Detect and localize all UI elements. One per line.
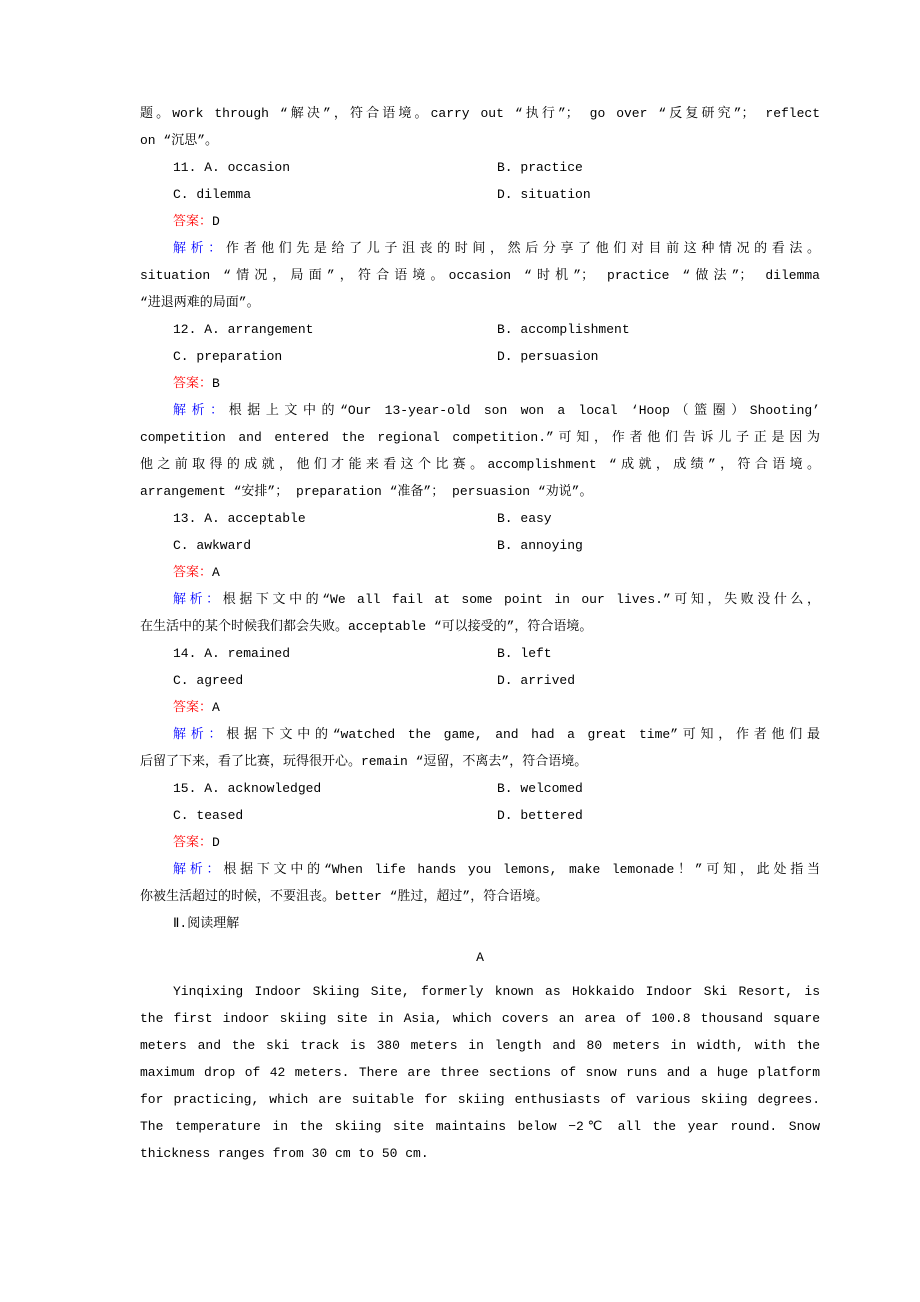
question-14-answer-line [140,694,820,721]
analysis-text: 作者他们先是给了儿子沮丧的时间，然后分享了他们对目前这种情况的看法。 [225,241,820,256]
continuation-line: on “沉思”。 [140,133,219,148]
question-15-option-a: 15. A. acknowledged [173,781,322,796]
question-11-option-a: 11. A. occasion [173,160,291,175]
analysis-label: 解析： [173,862,224,877]
question-11-options-row-2 [140,181,820,208]
passage-line: thickness ranges from 30 cm to 50 cm. [140,1146,429,1161]
answer-value: B [212,376,220,391]
analysis-label: 解析： [173,241,226,256]
document-page [140,0,820,1167]
question-11-analysis-line: situation “情况，局面”，符合语境。occasion “时机”； practice “做法”； dilemma [140,268,820,283]
analysis-label: 解析： [173,727,227,742]
question-13-option-d: B. annoying [497,538,583,553]
question-12-analysis-line: competition and entered the regional competition.”可知，作者他们告诉儿子正是因为 [140,430,820,445]
question-11-option-c: C. dilemma [173,187,252,202]
question-12-options-row-2 [140,343,820,370]
question-13-analysis-line: 在生活中的某个时候我们都会失败。acceptable “可以接受的”，符合语境。 [140,619,593,634]
question-15-option-d: D. bettered [497,808,583,823]
question-13-options-row-1 [140,505,820,532]
analysis-text: 根据下文中的“We all fail at some point in our lives.”可知，失败没什么， [222,592,820,607]
question-13-option-a: 13. A. acceptable [173,511,306,526]
answer-value: D [212,835,220,850]
question-12-answer-line [140,370,820,397]
question-13-option-b: B. easy [497,511,552,526]
passage-line: for practicing, which are suitable for skiing enthusiasts of various skiing degrees. [140,1092,820,1107]
analysis-text: 根据上文中的“Our 13-year-old son won a local ‘Hoop（篮圈）Shooting’ [228,403,820,418]
question-13-answer-line [140,559,820,586]
answer-label: 答案： [173,835,213,850]
question-11-option-b: B. practice [497,160,583,175]
question-15-answer-line [140,829,820,856]
analysis-text: 根据下文中的“watched the game, and had a great time”可知，作者他们最 [226,727,820,742]
question-15-option-b: B. welcomed [497,781,583,796]
question-13-options-row-2 [140,532,820,559]
question-14-option-d: D. arrived [497,673,576,688]
passage-line: maximum drop of 42 meters. There are three sections of snow runs and a huge platform [140,1065,820,1080]
question-15-option-c: C. teased [173,808,244,823]
question-12-option-a: 12. A. arrangement [173,322,314,337]
question-12-option-b: B. accomplishment [497,322,630,337]
question-11-analysis-line [140,235,820,262]
passage-line: the first indoor skiing site in Asia, which covers an area of 100.8 thousand square [140,1011,820,1026]
question-15-analysis-line [140,856,820,883]
question-11-answer-line [140,208,820,235]
answer-value: D [212,214,220,229]
answer-value: A [212,700,220,715]
question-12-option-c: C. preparation [173,349,283,364]
passage-label: A [476,950,484,965]
question-15-analysis-line: 你被生活超过的时候，不要沮丧。better “胜过，超过”，符合语境。 [140,889,549,904]
answer-label: 答案： [173,376,213,391]
answer-value: A [212,565,220,580]
question-12-analysis-line [140,397,820,424]
question-12-option-d: D. persuasion [497,349,599,364]
question-13-analysis-line [140,586,820,613]
question-14-options-row-1 [140,640,820,667]
question-14-option-b: B. left [497,646,552,661]
question-14-options-row-2 [140,667,820,694]
question-14-option-c: C. agreed [173,673,244,688]
question-15-options-row-2 [140,802,820,829]
question-12-analysis-line: arrangement “安排”； preparation “准备”； persuasion “劝说”。 [140,484,593,499]
question-11-options-row-1 [140,154,820,181]
answer-label: 答案： [173,700,213,715]
analysis-label: 解析： [173,403,229,418]
question-14-analysis-line: 后留了下来，看了比赛，玩得很开心。remain “逗留，不离去”，符合语境。 [140,754,588,769]
section-heading: Ⅱ.阅读理解 [173,916,240,931]
passage-line: The temperature in the skiing site maintains below −2℃ all the year round. Snow [140,1119,820,1134]
question-12-options-row-1 [140,316,820,343]
continuation-line: 题。work through “解决”，符合语境。carry out “执行”； go over “反复研究”； reflect [140,106,820,121]
analysis-text: 根据下文中的“When life hands you lemons, make lemonade！”可知，此处指当 [223,862,820,877]
analysis-label: 解析： [173,592,223,607]
passage-line: Yinqixing Indoor Skiing Site, formerly known as Hokkaido Indoor Ski Resort, is [173,984,820,999]
answer-label: 答案： [173,214,213,229]
question-11-analysis-line: “进退两难的局面”。 [140,295,260,310]
answer-label: 答案： [173,565,213,580]
question-15-options-row-1 [140,775,820,802]
question-11-option-d: D. situation [497,187,591,202]
question-13-option-c: C. awkward [173,538,252,553]
question-14-option-a: 14. A. remained [173,646,291,661]
question-14-analysis-line [140,721,820,748]
passage-line: meters and the ski track is 380 meters in length and 80 meters in width, with the [140,1038,820,1053]
question-12-analysis-line: 他之前取得的成就，他们才能来看这个比赛。accomplishment “成就，成绩”，符合语境。 [140,457,820,472]
